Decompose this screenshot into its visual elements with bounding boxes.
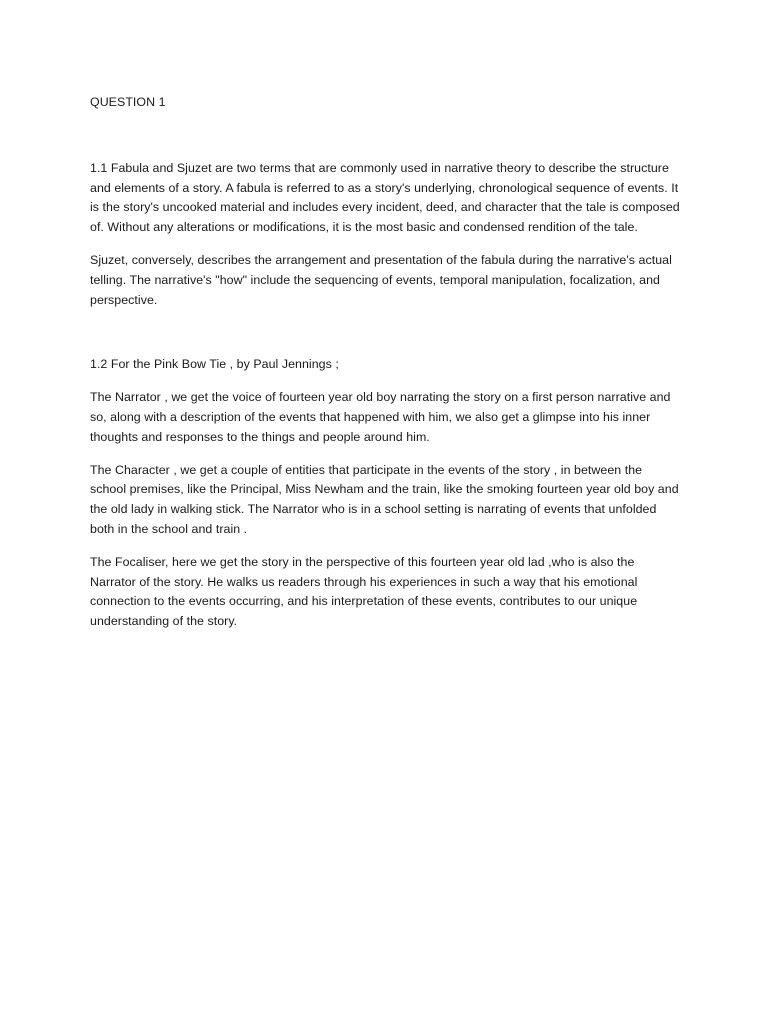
paragraph-section-1-2-title: 1.2 For the Pink Bow Tie , by Paul Jennings ; xyxy=(90,357,339,372)
paragraph-sjuzet-description: Sjuzet, conversely, describes the arrangement and presentation of the fabula during the narrative's actual telling. The narrative's "how" include the sequencing of events, temporal manipulation, focalization, and perspective. xyxy=(90,252,672,307)
paragraph-narrator: The Narrator , we get the voice of fourteen year old boy narrating the story on a first person narrative and so, along with a description of the events that happened with him, we also get a glimpse into his inner thoughts and responses to the things and people around him. xyxy=(90,390,671,444)
document-body xyxy=(90,93,680,632)
paragraph-fabula-sjuzet-definition: 1.1 Fabula and Sjuzet are two terms that are commonly used in narrative theory to describe the structure and elements of a story. A fabula is referred to as a story's underlying, chronological sequence of events. It is the story's uncooked material and includes every incident, deed, and character that the tale is composed of. Without any alterations or modifications, it is the most basic and condensed rendition of the tale. xyxy=(90,160,680,235)
paragraph-character: The Character , we get a couple of entities that participate in the events of the story , in between the school premises, like the Principal, Miss Newham and the train, like the smoking fourteen year old boy and the old lady in walking stick. The Narrator who is in a school setting is narrating of events that unfolded both in the school and train . xyxy=(90,462,679,536)
paragraph-focaliser: The Focaliser, here we get the story in the perspective of this fourteen year old lad ,who is also the Narrator of the story. He walks us readers through his experiences in such a way that his emotional connection to the events occurring, and his interpretation of these events, contributes to our unique understanding of the story. xyxy=(90,554,638,629)
question-heading: QUESTION 1 xyxy=(90,95,166,109)
